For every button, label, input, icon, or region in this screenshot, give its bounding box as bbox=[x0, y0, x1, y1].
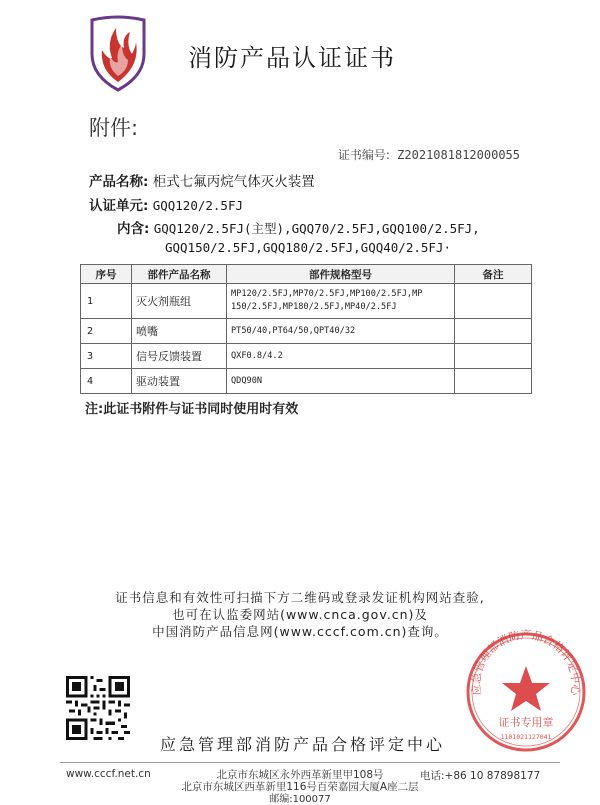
row-spec-line-1: MP120/2.5FJ,MP70/2.5FJ,MP100/2.5FJ,MP bbox=[231, 289, 423, 299]
row-spec bbox=[227, 284, 455, 319]
row-remark bbox=[455, 344, 532, 369]
row-no: 4 bbox=[81, 369, 132, 394]
contents-line-1: GQQ120/2.5FJ(主型),GQQ70/2.5FJ,GQQ100/2.5FJ, bbox=[153, 221, 480, 236]
validity-note: 注:此证书附件与证书同时使用时有效 bbox=[85, 402, 299, 417]
seal-ring-text: 应急管理部消防产品合格评定中心 bbox=[469, 628, 583, 697]
contents-line-2: GQQ150/2.5FJ,GQQ180/2.5FJ,GQQ40/2.5FJ· bbox=[165, 240, 451, 255]
row-remark bbox=[455, 369, 532, 394]
table-row bbox=[81, 284, 532, 319]
attachment-label: 附件: bbox=[89, 116, 139, 140]
document-title: 消防产品认证证书 bbox=[188, 44, 396, 72]
issuer-name: 应急管理部消防产品合格评定中心 bbox=[160, 735, 446, 754]
cert-unit-label: 认证单元: bbox=[89, 198, 149, 214]
table-row bbox=[81, 369, 532, 394]
row-remark bbox=[455, 319, 532, 344]
header-no: 序号 bbox=[81, 265, 132, 284]
contents-row-2 bbox=[165, 240, 451, 256]
table-row bbox=[81, 319, 532, 344]
header-part-name: 部件产品名称 bbox=[132, 265, 227, 284]
cert-unit-row bbox=[89, 194, 243, 214]
header-spec: 部件规格型号 bbox=[227, 265, 455, 284]
footer-website[interactable]: www.cccf.net.cn bbox=[66, 768, 151, 780]
row-part: 灭火剂瓶组 bbox=[132, 284, 227, 319]
footer-phone: 电话:+86 10 87898177 bbox=[420, 770, 541, 782]
parts-table bbox=[80, 264, 532, 394]
row-spec: QDQ90N bbox=[227, 369, 455, 394]
verify-info-line-3: 中国消防产品信息网(www.cccf.com.cn)查询。 bbox=[152, 624, 448, 639]
header-remark: 备注 bbox=[455, 265, 532, 284]
row-no: 3 bbox=[81, 344, 132, 369]
qr-code-icon[interactable] bbox=[66, 676, 130, 740]
fire-protection-logo-icon bbox=[86, 14, 150, 94]
row-part: 信号反馈装置 bbox=[132, 344, 227, 369]
verify-info-line-1: 证书信息和有效性可扫描下方二维码或登录发证机构网站查验, bbox=[115, 590, 485, 605]
row-part: 喷嘴 bbox=[132, 319, 227, 344]
row-no: 2 bbox=[81, 319, 132, 344]
footer-postcode: 邮编:100077 bbox=[269, 794, 331, 805]
verify-info-line-2: 也可在认监委网站(www.cnca.gov.cn)及 bbox=[172, 607, 428, 622]
certificate-number-value: Z2021081812000055 bbox=[397, 148, 520, 162]
footer-address-2: 北京市东城区西革新里116号百荣嘉园大厦A座二层 bbox=[181, 781, 419, 793]
cert-unit-value: GQQ120/2.5FJ bbox=[152, 198, 244, 213]
row-spec: PT50/40,PT64/50,QPT40/32 bbox=[227, 319, 455, 344]
row-part: 驱动装置 bbox=[132, 369, 227, 394]
official-seal-icon bbox=[462, 628, 590, 756]
row-spec-line-2: 150/2.5FJ,MP180/2.5FJ,MP40/2.5FJ bbox=[231, 302, 397, 312]
certificate-number bbox=[338, 146, 520, 163]
product-name-value: 柜式七氟丙烷气体灭火装置 bbox=[152, 174, 315, 190]
product-name-label: 产品名称: bbox=[89, 174, 149, 190]
row-spec: QXF0.8/4.2 bbox=[227, 344, 455, 369]
footer-address-1: 北京市东城区永外西革新里甲108号 bbox=[216, 769, 384, 781]
table-header-row bbox=[81, 265, 532, 284]
row-remark bbox=[455, 284, 532, 319]
certificate-number-label: 证书编号: bbox=[337, 148, 390, 162]
table-row bbox=[81, 344, 532, 369]
footer-divider bbox=[60, 762, 560, 763]
contents-label: 内含: bbox=[117, 221, 150, 237]
row-no: 1 bbox=[81, 284, 132, 319]
contents-row bbox=[117, 217, 480, 237]
product-name-row bbox=[89, 170, 315, 190]
seal-serial: 1101021127041 bbox=[500, 733, 552, 741]
seal-inner-text: 证书专用章 bbox=[498, 716, 554, 729]
